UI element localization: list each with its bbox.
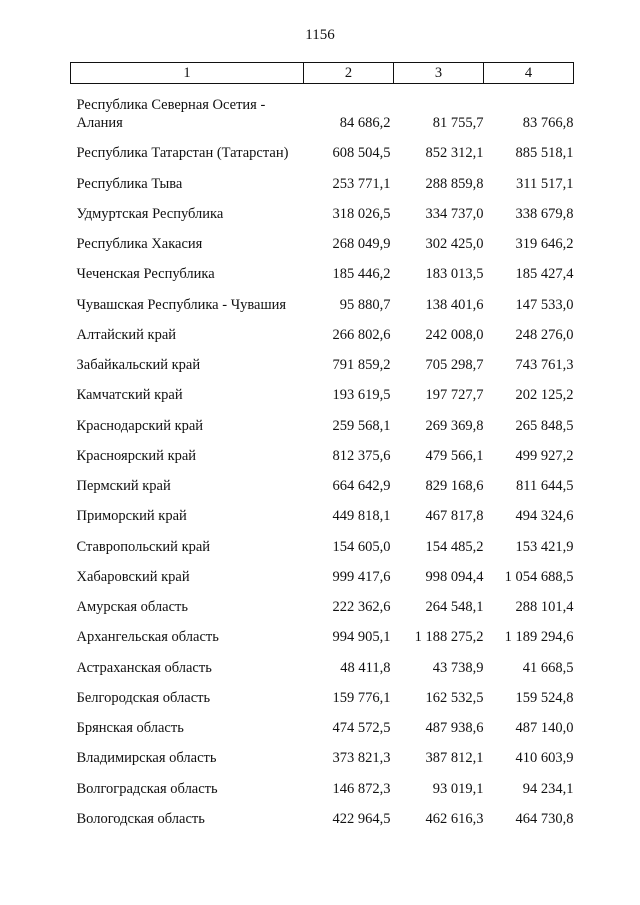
table-header-row: [71, 63, 574, 84]
table-row: [71, 646, 574, 676]
table-row: [71, 465, 574, 495]
region-name: Волгоградская область: [76, 780, 218, 797]
value-col-3: 334 737,0: [425, 205, 484, 222]
region-name: Астраханская область: [76, 659, 212, 676]
value-col-3: 183 013,5: [425, 266, 484, 283]
region-name: Хабаровский край: [76, 568, 190, 585]
value-col-3: 387 812,1: [425, 750, 484, 767]
value-col-3: 264 548,1: [425, 599, 484, 615]
value-col-4: 265 848,5: [515, 417, 574, 434]
table-row: [71, 616, 574, 646]
value-col-3: 852 312,1: [425, 145, 484, 162]
value-col-2: 154 605,0: [332, 538, 391, 555]
value-col-2: 268 049,9: [332, 236, 391, 252]
value-col-2: 95 880,7: [339, 296, 391, 313]
value-col-4: 248 276,0: [515, 326, 574, 343]
table-row: [71, 374, 574, 404]
value-col-3: 81 755,7: [432, 115, 484, 131]
value-col-4: 464 730,8: [515, 810, 574, 827]
region-name: Алтайский край: [76, 326, 177, 343]
region-name: Владимирская область: [76, 750, 217, 767]
region-name: Камчатский край: [76, 387, 183, 404]
region-name: Красноярский край: [76, 447, 197, 464]
region-name: Чувашская Республика - Чувашия: [76, 296, 287, 313]
region-name: Пермский край: [76, 478, 171, 494]
value-col-3: 487 938,6: [425, 720, 484, 736]
value-col-2: 608 504,5: [332, 145, 391, 162]
column-header-1: 1: [71, 63, 304, 84]
value-col-4: 487 140,0: [515, 720, 574, 736]
value-col-4: 83 766,8: [522, 115, 574, 131]
value-col-2: 159 776,1: [332, 689, 391, 706]
region-name: Ставропольский край: [76, 538, 211, 555]
value-col-4: 288 101,4: [515, 599, 574, 615]
table-row: [71, 283, 574, 313]
value-col-4: 202 125,2: [515, 387, 574, 404]
value-col-3: 162 532,5: [425, 689, 484, 706]
table-row: [71, 344, 574, 374]
value-col-2: 812 375,6: [332, 447, 391, 464]
value-col-2: 664 642,9: [332, 478, 391, 494]
table-row: [71, 132, 574, 162]
value-col-2: 193 619,5: [332, 387, 391, 404]
value-col-3: 1 188 275,2: [414, 629, 484, 646]
region-name: Республика Тыва: [76, 175, 183, 192]
value-col-2: 266 802,6: [332, 326, 391, 343]
table-row: [71, 495, 574, 525]
region-name: Приморский край: [76, 508, 187, 525]
region-name: Краснодарский край: [76, 417, 204, 434]
value-col-2: 222 362,6: [332, 599, 391, 615]
value-col-3: 43 738,9: [432, 659, 484, 676]
table-row: [71, 435, 574, 465]
table-row: [71, 525, 574, 555]
value-col-4: 319 646,2: [515, 236, 574, 252]
region-name: Чеченская Республика: [76, 266, 215, 283]
table-row: [71, 162, 574, 192]
value-col-3: 93 019,1: [432, 780, 484, 797]
region-name: Забайкальский край: [76, 357, 201, 373]
table-row: [71, 84, 574, 133]
column-header-2: 2: [304, 63, 394, 84]
value-col-4: 1 054 688,5: [504, 568, 574, 585]
table-row: [71, 737, 574, 767]
value-col-2: 373 821,3: [332, 750, 391, 767]
value-col-3: 288 859,8: [425, 175, 484, 192]
value-col-3: 197 727,7: [425, 387, 484, 404]
value-col-3: 998 094,4: [425, 568, 484, 585]
value-col-4: 499 927,2: [515, 447, 574, 464]
value-col-3: 479 566,1: [425, 447, 484, 464]
value-col-4: 494 324,6: [515, 508, 574, 525]
region-name: Архангельская область: [76, 629, 219, 646]
region-name: Республика Северная Осетия - Алания: [76, 97, 266, 131]
value-col-2: 253 771,1: [332, 175, 391, 192]
table-row: [71, 404, 574, 434]
region-name: Республика Татарстан (Татарстан): [76, 145, 289, 162]
value-col-3: 462 616,3: [425, 810, 484, 827]
region-name: Брянская область: [76, 720, 184, 736]
value-col-2: 994 905,1: [332, 629, 391, 646]
page-number: 1156: [305, 27, 335, 43]
value-col-2: 791 859,2: [332, 357, 391, 373]
table-row: [71, 556, 574, 586]
value-col-3: 829 168,6: [425, 478, 484, 494]
value-col-4: 1 189 294,6: [504, 629, 574, 646]
table-row: [71, 677, 574, 707]
value-col-3: 705 298,7: [425, 357, 484, 373]
table-row: [71, 586, 574, 616]
value-col-2: 474 572,5: [332, 720, 391, 736]
value-col-3: 467 817,8: [425, 508, 484, 525]
region-name: Удмуртская Республика: [76, 205, 224, 222]
table-row: [71, 223, 574, 253]
value-col-2: 422 964,5: [332, 810, 391, 827]
value-col-4: 885 518,1: [515, 145, 574, 162]
value-col-2: 259 568,1: [332, 417, 391, 434]
table-row: [71, 798, 574, 828]
table-row: [71, 707, 574, 737]
column-header-4: 4: [484, 63, 574, 84]
value-col-3: 242 008,0: [425, 326, 484, 343]
table-row: [71, 767, 574, 797]
value-col-4: 147 533,0: [515, 296, 574, 313]
value-col-4: 410 603,9: [515, 750, 574, 767]
value-col-2: 318 026,5: [332, 205, 391, 222]
value-col-4: 94 234,1: [522, 780, 574, 797]
value-col-4: 41 668,5: [522, 659, 574, 676]
budget-table: [70, 62, 574, 828]
value-col-3: 302 425,0: [425, 236, 484, 252]
value-col-2: 999 417,6: [332, 568, 391, 585]
value-col-3: 269 369,8: [425, 417, 484, 434]
value-col-4: 153 421,9: [515, 538, 574, 555]
table-row: [71, 253, 574, 283]
value-col-2: 185 446,2: [332, 266, 391, 283]
region-name: Вологодская область: [76, 810, 205, 827]
column-header-3: 3: [394, 63, 484, 84]
table-body: [71, 84, 574, 828]
table-row: [71, 193, 574, 223]
value-col-2: 146 872,3: [332, 780, 391, 797]
region-name: Белгородская область: [76, 689, 211, 706]
value-col-4: 185 427,4: [515, 266, 574, 283]
value-col-3: 154 485,2: [425, 538, 484, 555]
region-name: Республика Хакасия: [76, 236, 203, 252]
value-col-2: 84 686,2: [339, 115, 391, 131]
region-name: Амурская область: [76, 599, 188, 615]
value-col-4: 811 644,5: [516, 478, 574, 494]
value-col-2: 48 411,8: [340, 659, 391, 676]
value-col-4: 338 679,8: [515, 205, 574, 222]
table-row: [71, 314, 574, 344]
value-col-4: 159 524,8: [515, 689, 574, 706]
value-col-3: 138 401,6: [425, 296, 484, 313]
value-col-4: 311 517,1: [516, 175, 574, 192]
value-col-4: 743 761,3: [515, 357, 574, 373]
value-col-2: 449 818,1: [332, 508, 391, 525]
